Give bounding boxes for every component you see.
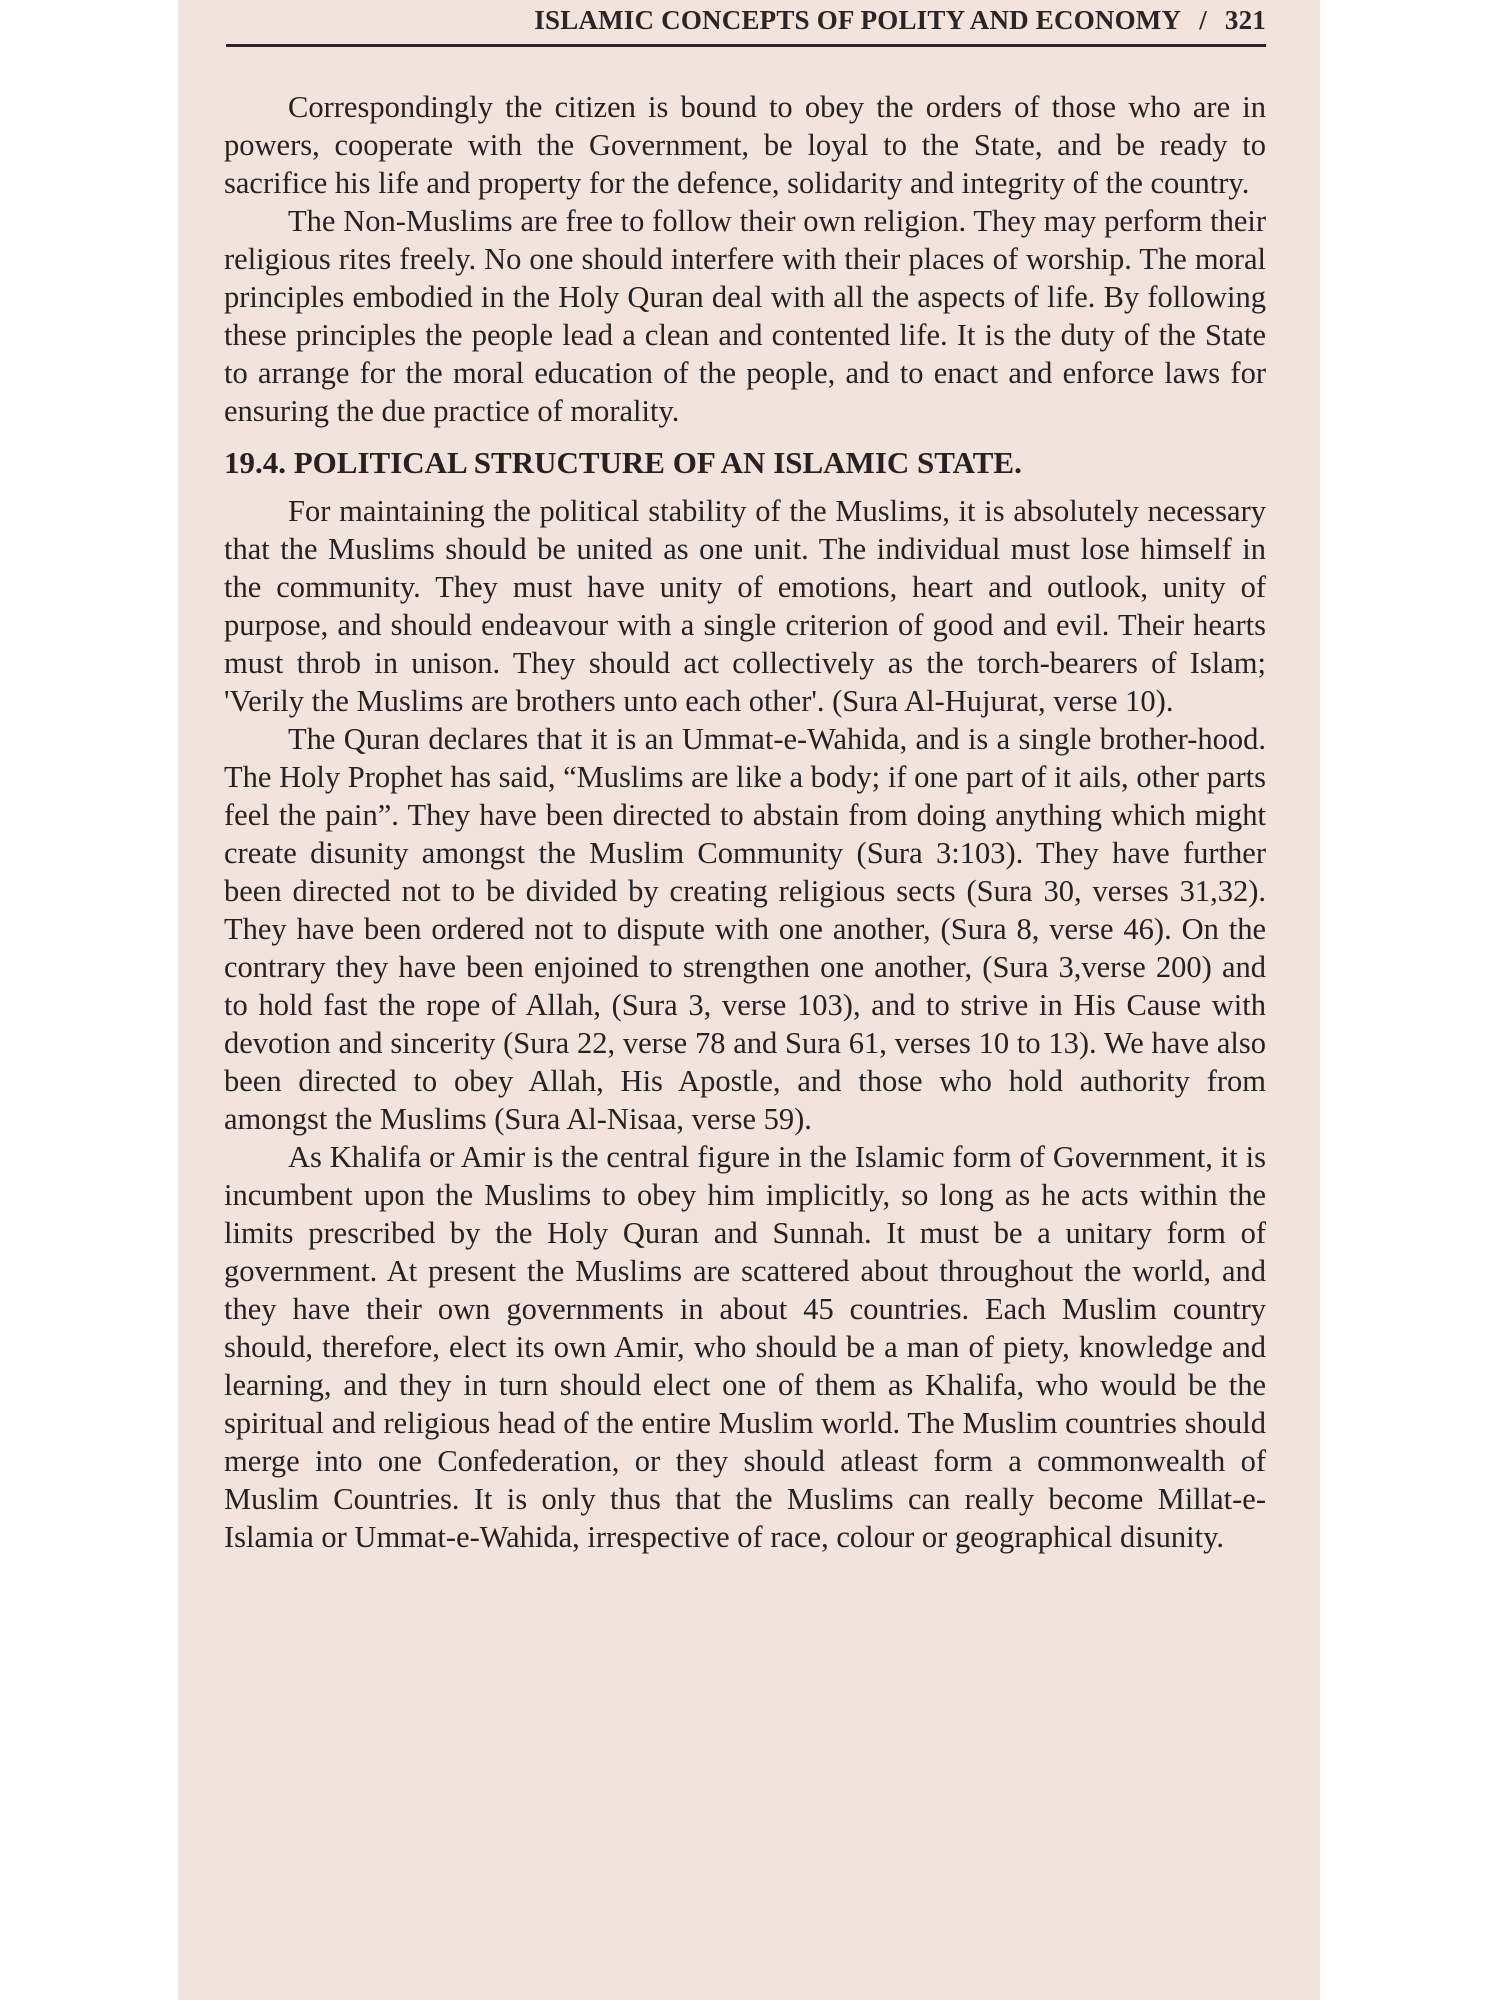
book-page [178,0,1320,2000]
running-header [226,0,1266,47]
paragraph-non-muslims: The Non-Muslims are free to follow their own religion. They may perform their religious rites freely. No one should interfere with their places of worship. The moral principles embodied in the Holy Quran deal with all the aspects of life. By following these principles the people lead a clean and contented life. It is the duty of the State to arrange for the moral education of the people, and to enact and enforce laws for ensuring the due practice of morality. [224,204,1266,428]
section-heading: 19.4. POLITICAL STRUCTURE OF AN ISLAMIC STATE. [224,445,1022,480]
page-body [224,88,1266,1556]
paragraph-citizen-duties: Correspondingly the citizen is bound to obey the orders of those who are in powers, cooperate with the Government, be loyal to the State, and be ready to sacrifice his life and property for the defence, solidarity and integrity of the country. [224,90,1266,200]
paragraph-ummat-e-wahida: The Quran declares that it is an Ummat-e-Wahida, and is a single brother-hood. The Holy Prophet has said, “Muslims are like a body; if one part of it ails, other parts feel the pain”. They have been directed to abstain from doing anything which might create disunity amongst the Muslim Community (Sura 3:103). They have further been directed not to be divided by creating religious sects (Sura 30, verses 31,32). They have been ordered not to dispute with one another, (Sura 8, verse 46). On the contrary they have been enjoined to strengthen one another, (Sura 3,verse 200) and to hold fast the rope of Allah, (Sura 3, verse 103), and to strive in His Cause with devotion and sincerity (Sura 22, verse 78 and Sura 61, verses 10 to 13). We have also been directed to obey Allah, His Apostle, and those who hold authority from amongst the Muslims (Sura Al-Nisaa, verse 59). [224,722,1266,1136]
header-separator: / [1199,5,1207,35]
running-title: ISLAMIC CONCEPTS OF POLITY AND ECONOMY [534,5,1182,35]
paragraph-khalifa: As Khalifa or Amir is the central figure in the Islamic form of Government, it is incumbent upon the Muslims to obey him implicitly, so long as he acts within the limits prescribed by the Holy Quran and Sunnah. It must be a unitary form of government. At present the Muslims are scattered about throughout the world, and they have their own governments in about 45 countries. Each Muslim country should, therefore, elect its own Amir, who should be a man of piety, knowledge and learning, and they in turn should elect one of them as Khalifa, who would be the spiritual and religious head of the entire Muslim world. The Muslim countries should merge into one Confederation, or they should atleast form a commonwealth of Muslim Countries. It is only thus that the Muslims can really become Millat-e-Islamia or Ummat-e-Wahida, irrespective of race, colour or geographical disunity. [224,1140,1266,1554]
paragraph-political-stability: For maintaining the political stability of the Muslims, it is absolutely necessary that the Muslims should be united as one unit. The individual must lose himself in the community. They must have unity of emotions, heart and outlook, unity of purpose, and should endeavour with a single criterion of good and evil. Their hearts must throb in unison. They should act collectively as the torch-bearers of Islam; 'Verily the Muslims are brothers unto each other'. (Sura Al-Hujurat, verse 10). [224,494,1266,718]
page-number: 321 [1224,5,1266,35]
